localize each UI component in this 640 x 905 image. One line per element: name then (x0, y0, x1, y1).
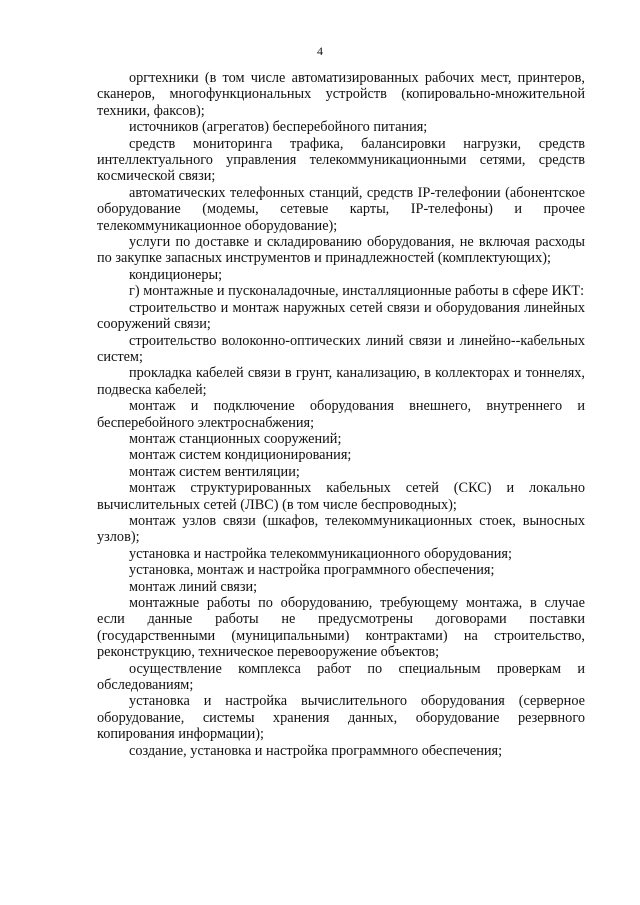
paragraph-software-installation: установка, монтаж и настройка программного обеспечения; (129, 562, 495, 579)
paragraph-equipment-mounting: монтажные работы по оборудованию, требующему монтажа, в случае если данные работы не предусмотрены договорами поставки (государственными (муниципальными) контрактами) на строительство, реконструкцию, техническое перевооружение объектов; (97, 595, 585, 661)
paragraph-traffic-monitoring: средств мониторинга трафика, балансировки нагрузки, средств интеллектуального управления телекоммуникационными сетями, средств космической связи; (97, 135, 585, 185)
paragraph-special-inspections: осуществление комплекса работ по специальным проверкам и обследованиям; (97, 660, 585, 694)
paragraph-air-conditioners: кондиционеры; (129, 266, 223, 283)
paragraph-delivery-services: услуги по доставке и складированию оборудования, не включая расходы по закупке запасных инструментов и принадлежностей (комплектующих); (97, 234, 585, 267)
paragraph-software-creation: создание, установка и настройка программного обеспечения; (129, 742, 503, 759)
paragraph-external-networks: строительство и монтаж наружных сетей связи и оборудования линейных сооружений связи; (97, 299, 585, 333)
paragraph-ups: источников (агрегатов) бесперебойного питания; (129, 119, 428, 136)
paragraph-ventilation-systems: монтаж систем вентиляции; (129, 463, 300, 480)
paragraph-communication-nodes: монтаж узлов связи (шкафов, телекоммуникационных стоек, выносных узлов); (97, 512, 585, 546)
paragraph-cable-laying: прокладка кабелей связи в грунт, канализацию, в коллекторах и тоннелях, подвеска кабелей; (97, 365, 585, 398)
paragraph-installation-works-heading: г) монтажные и пусконаладочные, инсталляционные работы в сфере ИКТ: (129, 283, 585, 300)
paragraph-power-supply: монтаж и подключение оборудования внешнего, внутреннего и бесперебойного электроснабжения; (97, 398, 585, 431)
paragraph-station-structures: монтаж станционных сооружений; (129, 430, 342, 447)
paragraph-office-equipment: оргтехники (в том числе автоматизированных рабочих мест, принтеров, сканеров, многофункциональных устройств (копировально-множительной техники, факсов); (97, 70, 585, 119)
page-number: 4 (317, 44, 323, 58)
paragraph-structured-cabling: монтаж структурированных кабельных сетей (СКС) и локально вычислительных сетей (ЛВС) (в том числе беспроводных); (97, 480, 585, 513)
paragraph-telecom-setup: установка и настройка телекоммуникационного оборудования; (129, 545, 512, 562)
paragraph-air-conditioning-systems: монтаж систем кондиционирования; (129, 447, 352, 464)
paragraph-communication-lines: монтаж линий связи; (129, 578, 258, 595)
paragraph-fiber-optic-lines: строительство волоконно-оптических линий связи и линейно--кабельных систем; (97, 332, 585, 365)
paragraph-computing-equipment: установка и настройка вычислительного оборудования (серверное оборудование, системы хранения данных, оборудование резервного копирования информации); (97, 693, 585, 743)
paragraph-telephone-stations: автоматических телефонных станций, средств IP-телефонии (абонентское оборудование (модемы, сетевые карты, IP-телефоны) и прочее телекоммуникационное оборудование); (97, 184, 585, 234)
document-body (97, 70, 585, 759)
